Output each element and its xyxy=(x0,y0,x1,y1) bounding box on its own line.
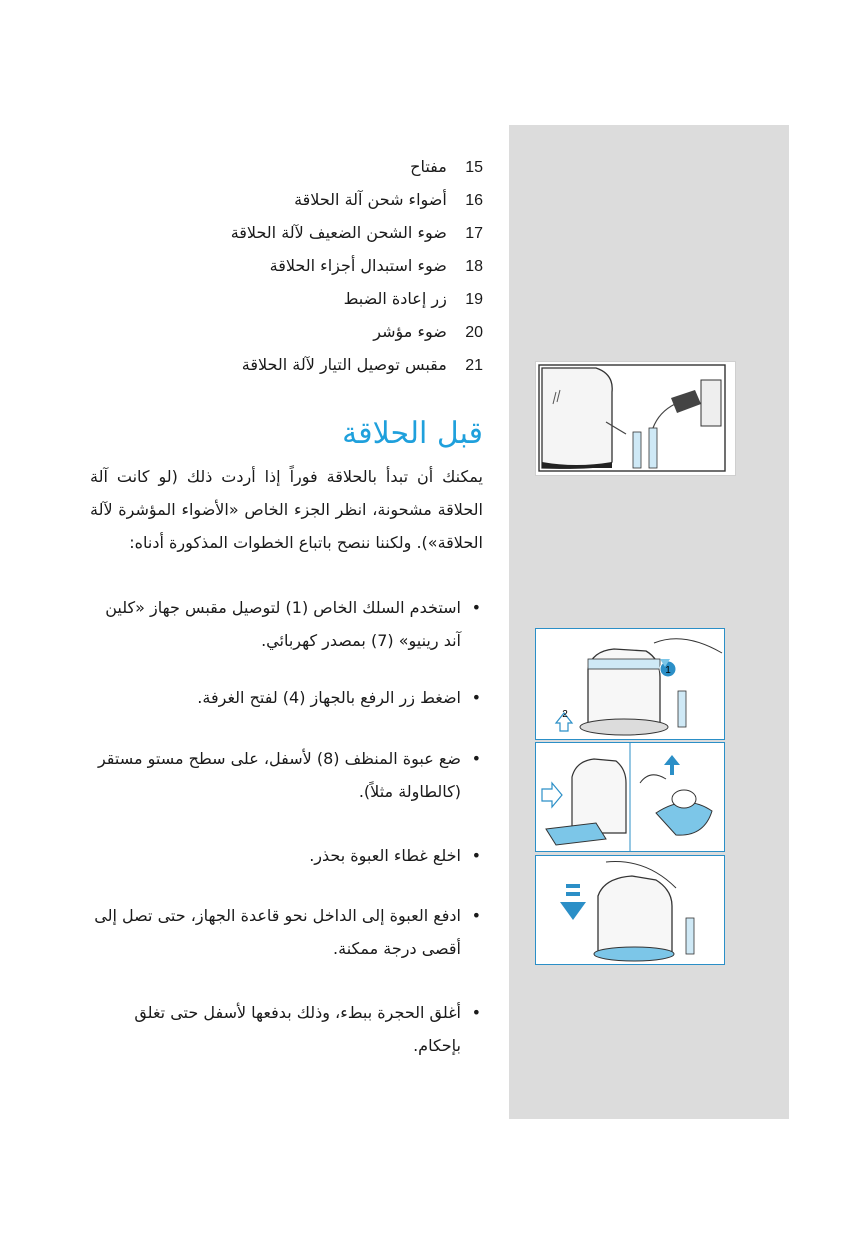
parts-list-item: 16 أضواء شحن آلة الحلاقة xyxy=(294,190,483,209)
step-item: • ادفع العبوة إلى الداخل نحو قاعدة الجهاز، حتى تصل إلى أقصى درجة ممكنة. xyxy=(90,899,483,965)
device-top xyxy=(588,659,660,669)
device-base xyxy=(580,719,668,735)
cord-coil xyxy=(633,432,641,468)
cord-up xyxy=(653,404,675,428)
parts-list-item: 17 ضوء الشحن الضعيف لآلة الحلاقة xyxy=(230,223,483,242)
step-item: • ضع عبوة المنظف (8) لأسفل، على سطح مستو مستقر (كالطاولة مثلاً). xyxy=(90,742,483,808)
hand-outline xyxy=(654,639,722,653)
step-label-2: 2 xyxy=(562,709,568,720)
parts-list-item: 18 ضوء استبدال أجزاء الحلاقة xyxy=(269,256,483,275)
cartridge-blue xyxy=(546,823,606,845)
right-arrow-icon xyxy=(542,783,562,807)
wall-socket xyxy=(701,380,721,426)
hand-outline xyxy=(640,775,666,783)
step-item: • اخلع غطاء العبوة بحذر. xyxy=(90,839,483,872)
parts-list-item: 21 مقبس توصيل التيار لآلة الحلاقة xyxy=(241,355,483,374)
arrow-dash-1 xyxy=(566,884,580,888)
cartridge-cap xyxy=(672,790,696,808)
arrow-dash-2 xyxy=(566,892,580,896)
cord-coil xyxy=(678,691,686,727)
device-body xyxy=(598,876,672,954)
close-chamber-illustration xyxy=(536,856,724,964)
up-arrow-icon xyxy=(664,755,680,775)
figure-plug-in xyxy=(535,361,736,476)
figure-open-chamber xyxy=(535,628,725,740)
parts-list-item: 20 ضوء مؤشر xyxy=(373,322,483,341)
device-body xyxy=(542,368,612,468)
bullet-icon: • xyxy=(471,749,481,768)
parts-list xyxy=(90,150,483,381)
bullet-icon: • xyxy=(471,688,481,707)
plug-icon xyxy=(671,390,701,413)
bullet-icon: • xyxy=(471,906,481,925)
parts-list-item: 19 زر إعادة الضبط xyxy=(343,289,483,308)
figure-cartridge xyxy=(535,742,725,852)
cartridge-illustration xyxy=(536,743,724,851)
bullet-icon: • xyxy=(471,598,481,617)
device-base xyxy=(594,947,674,961)
figure-close-chamber xyxy=(535,855,725,965)
intro-paragraph: يمكنك أن تبدأ بالحلاقة فوراً إذا أردت ذلك (لو كانت آلة الحلاقة مشحونة، انظر الجزء الخاص «الأضواء المؤشرة لآلة الحلاقة»). ولكننا ننصح باتباع الخطوات المذكورة أدناه: xyxy=(90,467,483,552)
parts-list-item: 15 مفتاح xyxy=(410,157,483,176)
down-arrow-icon xyxy=(560,902,586,920)
section-heading: قبل الحلاقة xyxy=(342,416,483,451)
step-label-1: 1 xyxy=(665,665,671,676)
cord-coil-2 xyxy=(649,428,657,468)
bullet-icon: • xyxy=(471,846,481,865)
plug-in-illustration xyxy=(536,362,735,475)
device-body xyxy=(572,759,626,833)
step-item: • استخدم السلك الخاص (1) لتوصيل مقبس جهاز «كلين آند رينيو» (7) بمصدر كهربائي. xyxy=(90,591,483,657)
sidebar-panel xyxy=(509,125,789,1119)
step-item: • أغلق الحجرة ببطء، وذلك بدفعها لأسفل حتى تغلق بإحكام. xyxy=(90,996,483,1062)
open-chamber-illustration xyxy=(536,629,724,739)
cord-coil xyxy=(686,918,694,954)
bullet-icon: • xyxy=(471,1003,481,1022)
step-item: • اضغط زر الرفع بالجهاز (4) لفتح الغرفة. xyxy=(90,681,483,714)
